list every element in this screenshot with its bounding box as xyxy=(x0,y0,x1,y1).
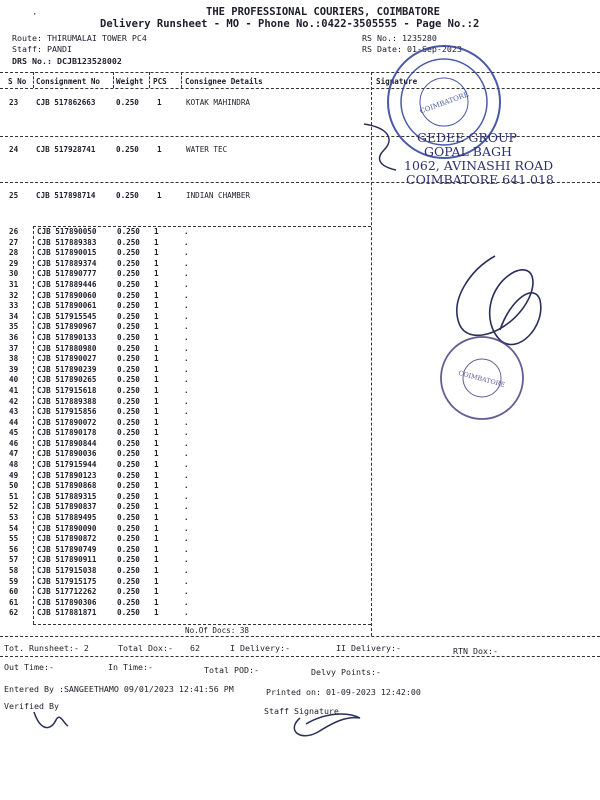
table-row xyxy=(6,375,364,386)
row-sno: 38 xyxy=(9,354,19,364)
row-weight: 0.250 xyxy=(117,290,140,300)
staff-signature: Staff Signature xyxy=(264,706,339,716)
row-consignment: CJB 517890777 xyxy=(37,269,97,279)
row-consignment: CJB 517890072 xyxy=(37,417,97,427)
dense-left-rule xyxy=(33,226,34,624)
row-weight: 0.250 xyxy=(117,237,140,247)
row-pcs: 1 xyxy=(154,566,159,575)
gedee-stamp-line: 1062, AVINASHI ROAD xyxy=(404,158,554,173)
row-consignee: . xyxy=(184,375,189,385)
row-consignee: . xyxy=(184,332,189,342)
totals-bottom-rule xyxy=(0,656,600,657)
table-row xyxy=(6,333,364,344)
row-consignment: CJB 517890872 xyxy=(37,534,97,544)
verifier-signature xyxy=(34,712,68,728)
row-weight: 0.250 xyxy=(117,332,140,342)
row-consignee: . xyxy=(184,343,189,353)
consignment-table xyxy=(6,227,364,619)
table-row xyxy=(6,407,364,418)
table-row xyxy=(6,227,364,238)
row-sno: 53 xyxy=(9,513,19,523)
row-consignee: . xyxy=(184,407,189,417)
row-pcs: 1 xyxy=(154,417,159,427)
table-row xyxy=(6,471,364,482)
row-consignment: CJB 517915545 xyxy=(37,311,97,321)
row-consignment: CJB 517915856 xyxy=(37,407,97,417)
row-consignee: . xyxy=(184,481,189,491)
row-sno: 61 xyxy=(9,597,19,607)
row-consignment: CJB 517890911 xyxy=(37,555,97,565)
row-sno: 46 xyxy=(9,438,19,448)
row-weight: 0.250 xyxy=(117,428,140,438)
consignee-signature xyxy=(457,256,541,344)
delvy-points: Delvy Points:- xyxy=(311,667,381,677)
row-weight: 0.250 xyxy=(117,513,140,523)
row-consignee: . xyxy=(184,438,189,448)
col-pcs: PCS xyxy=(153,77,167,86)
table-row xyxy=(6,598,364,609)
row-sno: 33 xyxy=(9,301,19,311)
col-divider xyxy=(149,72,150,88)
row-pcs: 1 xyxy=(154,555,159,565)
row-consignee: . xyxy=(184,502,189,512)
row-consignee: . xyxy=(184,597,189,607)
row-pcs: 1 xyxy=(154,544,159,554)
row-consignee: WATER TEC xyxy=(186,145,228,154)
dense-bottom-rule xyxy=(33,624,371,625)
row-weight: 0.250 xyxy=(117,354,140,364)
row-consignee: . xyxy=(184,364,189,374)
row-weight: 0.250 xyxy=(116,145,139,154)
table-row xyxy=(6,545,364,556)
row-consignment: CJB 517890868 xyxy=(37,481,97,491)
col-consignment: Consignment No xyxy=(36,77,101,86)
row-pcs: 1 xyxy=(154,237,159,247)
row-sno: 47 xyxy=(9,449,19,459)
row-consignee: . xyxy=(184,311,189,321)
row-weight: 0.250 xyxy=(117,460,140,470)
row-consignment: CJB 517898714 xyxy=(36,191,96,200)
row-weight: 0.250 xyxy=(117,534,140,544)
col-signature: Signature xyxy=(376,77,418,86)
blue-stamp xyxy=(388,46,500,158)
row-weight: 0.250 xyxy=(117,481,140,491)
rs-number: RS No.: 1235280 xyxy=(362,33,437,43)
entered-by: Entered By :SANGEETHAMO 09/01/2023 12:41:56 PM xyxy=(4,684,234,694)
runsheet-title: Delivery Runsheet - MO - Phone No.:0422-3505555 - Page No.:2 xyxy=(100,18,480,30)
staff-signature-mark xyxy=(294,714,360,736)
row-separator xyxy=(0,182,600,183)
table-row xyxy=(6,502,364,513)
row-consignment: CJB 517890239 xyxy=(37,364,97,374)
row-weight: 0.250 xyxy=(117,248,140,258)
row-pcs: 1 xyxy=(154,248,159,258)
row-consignment: CJB 517915618 xyxy=(37,385,97,395)
row-weight: 0.250 xyxy=(117,597,140,607)
row-weight: 0.250 xyxy=(117,396,140,406)
row-sno: 39 xyxy=(9,364,19,374)
row-sno: 26 xyxy=(9,227,19,236)
row-consignee: . xyxy=(184,491,189,501)
row-pcs: 1 xyxy=(154,364,159,374)
row-sno: 56 xyxy=(9,544,19,554)
row-consignment: CJB 517712262 xyxy=(37,587,97,597)
row-weight: 0.250 xyxy=(117,576,140,586)
row-pcs: 1 xyxy=(154,354,159,364)
row-pcs: 1 xyxy=(154,311,159,321)
row-sno: 55 xyxy=(9,534,19,544)
company-title: THE PROFESSIONAL COURIERS, COIMBATORE xyxy=(206,6,440,18)
table-row xyxy=(6,587,364,598)
row-sno: 45 xyxy=(9,428,19,438)
row-pcs: 1 xyxy=(157,98,162,107)
table-row xyxy=(6,534,364,545)
row-weight: 0.250 xyxy=(117,385,140,395)
row-sno: 57 xyxy=(9,555,19,565)
row-weight: 0.250 xyxy=(117,608,140,618)
row-consignment: CJB 517889374 xyxy=(37,258,97,268)
row-consignment: CJB 517889383 xyxy=(37,237,97,247)
row-consignee: . xyxy=(184,237,189,247)
row-pcs: 1 xyxy=(154,449,159,459)
row-weight: 0.250 xyxy=(117,555,140,565)
row-consignment: CJB 517928741 xyxy=(36,145,96,154)
col-divider xyxy=(113,72,114,88)
row-consignee: . xyxy=(184,279,189,289)
total-dox-value: 62 xyxy=(190,643,200,653)
out-time: Out Time:- xyxy=(4,662,54,672)
row-consignment: CJB 517890123 xyxy=(37,470,97,480)
row-consignee: . xyxy=(184,354,189,364)
row-pcs: 1 xyxy=(157,145,162,154)
row-pcs: 1 xyxy=(154,502,159,512)
row-weight: 0.250 xyxy=(117,566,140,575)
row-consignee: . xyxy=(184,555,189,565)
row-consignment: CJB 517889495 xyxy=(37,513,97,523)
row-consignment: CJB 517915038 xyxy=(37,566,97,575)
table-row xyxy=(6,608,364,619)
row-weight: 0.250 xyxy=(117,587,140,597)
row-consignment: CJB 517862663 xyxy=(36,98,96,107)
row-consignee: . xyxy=(184,396,189,406)
row-consignment: CJB 517890844 xyxy=(37,438,97,448)
row-weight: 0.250 xyxy=(117,470,140,480)
table-row xyxy=(6,238,364,249)
row-sno: 35 xyxy=(9,322,19,332)
row-consignee: . xyxy=(184,513,189,523)
totals-top-rule xyxy=(0,636,600,637)
row-consignment: CJB 517889315 xyxy=(37,491,97,501)
row-pcs: 1 xyxy=(157,191,162,200)
row-consignment: CJB 517881871 xyxy=(37,608,97,618)
row-sno: 34 xyxy=(9,311,19,321)
header-bottom-rule xyxy=(0,88,600,89)
row-sno: 30 xyxy=(9,269,19,279)
row-pcs: 1 xyxy=(154,269,159,279)
row-consignment: CJB 517880980 xyxy=(37,343,97,353)
row-pcs: 1 xyxy=(154,279,159,289)
no-of-docs: No.Of Docs: 38 xyxy=(185,626,250,635)
row-consignee: . xyxy=(184,322,189,332)
table-row xyxy=(6,492,364,503)
row-pcs: 1 xyxy=(154,438,159,448)
row-pcs: 1 xyxy=(154,608,159,618)
row-consignment: CJB 517890265 xyxy=(37,375,97,385)
row-sno: 59 xyxy=(9,576,19,586)
row-consignee: . xyxy=(184,428,189,438)
header-top-rule xyxy=(0,72,600,73)
row-weight: 0.250 xyxy=(117,491,140,501)
row-weight: 0.250 xyxy=(117,279,140,289)
row-sno: 54 xyxy=(9,523,19,533)
row-consignee: KOTAK MAHINDRA xyxy=(186,98,251,107)
row-consignee: . xyxy=(184,470,189,480)
row-consignee: . xyxy=(184,608,189,618)
table-row xyxy=(6,428,364,439)
row-weight: 0.250 xyxy=(117,523,140,533)
row-pcs: 1 xyxy=(154,407,159,417)
row-pcs: 1 xyxy=(154,385,159,395)
row-weight: 0.250 xyxy=(117,417,140,427)
table-row xyxy=(6,397,364,408)
table-row xyxy=(6,418,364,429)
row-sno: 49 xyxy=(9,470,19,480)
row-weight: 0.250 xyxy=(117,407,140,417)
tot-runsheet: Tot. Runsheet:- 2 xyxy=(4,643,89,653)
row-sno: 25 xyxy=(9,191,19,200)
row-sno: 23 xyxy=(9,98,19,107)
row-consignee: . xyxy=(184,227,189,236)
row-weight: 0.250 xyxy=(117,227,140,236)
row-pcs: 1 xyxy=(154,460,159,470)
row-sno: 24 xyxy=(9,145,19,154)
row-pcs: 1 xyxy=(154,227,159,236)
row-pcs: 1 xyxy=(154,375,159,385)
table-row xyxy=(6,248,364,259)
row-sno: 40 xyxy=(9,375,19,385)
row-consignment: CJB 517889388 xyxy=(37,396,97,406)
row-consignment: CJB 517890749 xyxy=(37,544,97,554)
row-consignment: CJB 517915175 xyxy=(37,576,97,586)
row-consignee: . xyxy=(184,449,189,459)
drs-number: DRS No.: DCJB123528002 xyxy=(12,56,122,66)
row-sno: 43 xyxy=(9,407,19,417)
row-weight: 0.250 xyxy=(116,98,139,107)
gedee-stamp xyxy=(404,130,554,187)
row-consignment: CJB 517890090 xyxy=(37,523,97,533)
row-sno: 48 xyxy=(9,460,19,470)
signature-col-divider xyxy=(371,72,372,636)
row-consignee: . xyxy=(184,258,189,268)
row-sno: 42 xyxy=(9,396,19,406)
col-divider xyxy=(181,72,182,88)
row-pcs: 1 xyxy=(154,481,159,491)
row-consignee: . xyxy=(184,566,189,575)
row-pcs: 1 xyxy=(154,597,159,607)
row-pcs: 1 xyxy=(154,332,159,342)
row-weight: 0.250 xyxy=(117,343,140,353)
purple-stamp-center: COIMBATORE xyxy=(457,368,506,390)
table-row xyxy=(6,449,364,460)
row-consignment: CJB 517890015 xyxy=(37,248,97,258)
row-sno: 28 xyxy=(9,248,19,258)
row-weight: 0.250 xyxy=(117,311,140,321)
table-row xyxy=(6,481,364,492)
row-consignee: . xyxy=(184,301,189,311)
row-consignment: CJB 517890837 xyxy=(37,502,97,512)
row-consignment: CJB 517890027 xyxy=(37,354,97,364)
verified-by: Verified By xyxy=(4,701,59,711)
row-sno: 62 xyxy=(9,608,19,618)
row-pcs: 1 xyxy=(154,523,159,533)
blue-stamp-center: COIMBATORE xyxy=(418,90,470,116)
rtn-dox: RTN Dox:- xyxy=(453,646,498,656)
table-row xyxy=(6,280,364,291)
row-pcs: 1 xyxy=(154,491,159,501)
row-sno: 60 xyxy=(9,587,19,597)
row-consignment: CJB 517890133 xyxy=(37,332,97,342)
table-row xyxy=(6,344,364,355)
row-consignee: . xyxy=(184,417,189,427)
row-pcs: 1 xyxy=(154,290,159,300)
table-row xyxy=(6,386,364,397)
table-row xyxy=(6,269,364,280)
row-weight: 0.250 xyxy=(117,544,140,554)
row-weight: 0.250 xyxy=(117,322,140,332)
row-pcs: 1 xyxy=(154,301,159,311)
i-delivery: I Delivery:- xyxy=(230,643,290,653)
row-separator xyxy=(0,136,600,137)
row-weight: 0.250 xyxy=(117,449,140,459)
row-consignee: . xyxy=(184,534,189,544)
row-pcs: 1 xyxy=(154,258,159,268)
table-row xyxy=(6,555,364,566)
row-sno: 44 xyxy=(9,417,19,427)
rs-date: RS Date: 01-Sep-2023 xyxy=(362,44,462,54)
row-consignment: CJB 517890178 xyxy=(37,428,97,438)
row-consignment: CJB 517890060 xyxy=(37,290,97,300)
row-weight: 0.250 xyxy=(117,364,140,374)
dense-top-rule xyxy=(33,226,371,227)
row-weight: 0.250 xyxy=(117,301,140,311)
row-consignee: . xyxy=(184,269,189,279)
row-consignee: . xyxy=(184,248,189,258)
row-pcs: 1 xyxy=(154,396,159,406)
row-pcs: 1 xyxy=(154,587,159,597)
gedee-stamp-line: COIMBATORE 641 018 xyxy=(406,172,554,187)
row-sno: 50 xyxy=(9,481,19,491)
row-consignment: CJB 517890050 xyxy=(37,227,97,236)
row-pcs: 1 xyxy=(154,322,159,332)
table-row xyxy=(6,354,364,365)
ii-delivery: II Delivery:- xyxy=(336,643,401,653)
total-pod: Total POD:- xyxy=(204,665,259,675)
row-weight: 0.250 xyxy=(117,258,140,268)
route-label: Route: THIRUMALAI TOWER PC4 xyxy=(12,33,147,43)
row-pcs: 1 xyxy=(154,343,159,353)
row-weight: 0.250 xyxy=(117,438,140,448)
staff-label: Staff: PANDI xyxy=(12,44,72,54)
row-pcs: 1 xyxy=(154,576,159,586)
col-divider xyxy=(33,72,34,88)
row-sno: 41 xyxy=(9,385,19,395)
row-consignment: CJB 517915944 xyxy=(37,460,97,470)
row-consignment: CJB 517890306 xyxy=(37,597,97,607)
table-row xyxy=(6,577,364,588)
table-row xyxy=(6,460,364,471)
table-row xyxy=(6,566,364,577)
table-row xyxy=(6,259,364,270)
table-row xyxy=(6,291,364,302)
table-row xyxy=(6,301,364,312)
printed-on: Printed on: 01-09-2023 12:42:00 xyxy=(266,687,421,697)
row-weight: 0.250 xyxy=(116,191,139,200)
row-consignee: INDIAN CHAMBER xyxy=(186,191,251,200)
table-row xyxy=(6,312,364,323)
row-weight: 0.250 xyxy=(117,502,140,512)
row-sno: 29 xyxy=(9,258,19,268)
row-consignment: CJB 517890061 xyxy=(37,301,97,311)
row-weight: 0.250 xyxy=(117,269,140,279)
table-row xyxy=(6,524,364,535)
gedee-stamp-line: GOPAL BAGH xyxy=(424,144,512,159)
col-sno: S No xyxy=(8,77,27,86)
gedee-stamp-line: GEDEE GROUP xyxy=(417,130,517,145)
row-sno: 37 xyxy=(9,343,19,353)
row-pcs: 1 xyxy=(154,428,159,438)
row-sno: 32 xyxy=(9,290,19,300)
row-sno: 51 xyxy=(9,491,19,501)
row-weight: 0.250 xyxy=(117,375,140,385)
row-sno: 52 xyxy=(9,502,19,512)
row-pcs: 1 xyxy=(154,470,159,480)
bracket-mark xyxy=(364,124,396,170)
row-sno: 27 xyxy=(9,237,19,247)
row-consignment: CJB 517890967 xyxy=(37,322,97,332)
row-consignment: CJB 517889446 xyxy=(37,279,97,289)
row-consignee: . xyxy=(184,460,189,470)
row-consignee: . xyxy=(184,544,189,554)
row-consignee: . xyxy=(184,576,189,586)
row-consignment: CJB 517890036 xyxy=(37,449,97,459)
row-sno: 31 xyxy=(9,279,19,289)
row-sno: 58 xyxy=(9,566,19,575)
in-time: In Time:- xyxy=(108,662,153,672)
row-consignee: . xyxy=(184,385,189,395)
row-pcs: 1 xyxy=(154,534,159,544)
col-weight: Weight xyxy=(116,77,144,86)
table-row xyxy=(6,513,364,524)
row-pcs: 1 xyxy=(154,513,159,523)
row-consignee: . xyxy=(184,523,189,533)
row-consignee: . xyxy=(184,290,189,300)
table-row xyxy=(6,322,364,333)
col-consignee: Consignee Details xyxy=(185,77,263,86)
table-row xyxy=(6,439,364,450)
row-sno: 36 xyxy=(9,332,19,342)
table-row xyxy=(6,365,364,376)
row-consignee: . xyxy=(184,587,189,597)
total-dox-label: Total Dox:- xyxy=(118,643,173,653)
purple-stamp xyxy=(441,337,523,419)
scan-mark: · xyxy=(32,10,38,20)
